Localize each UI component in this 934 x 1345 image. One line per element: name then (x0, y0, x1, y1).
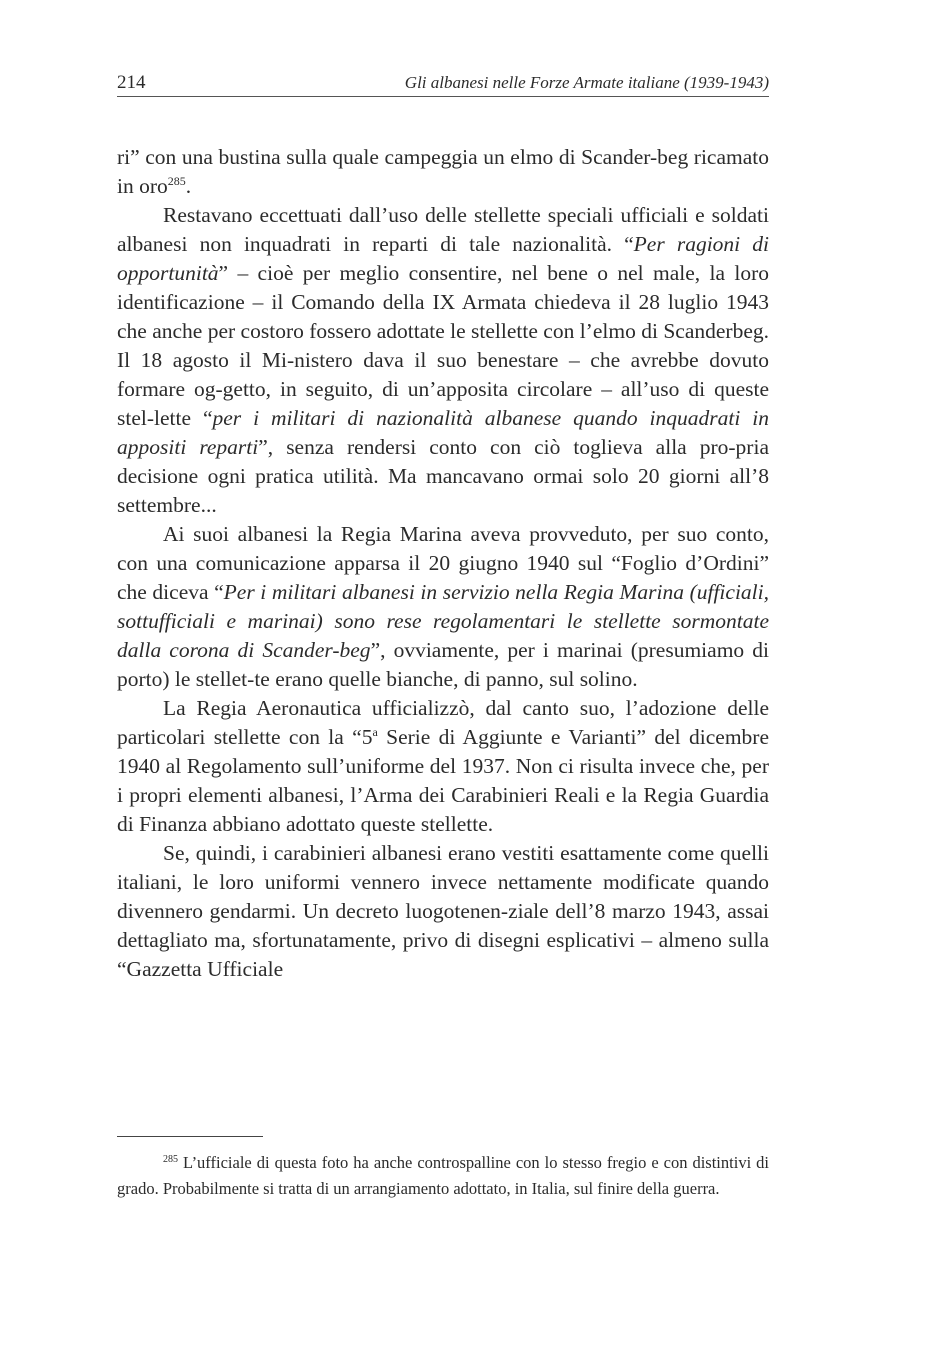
paragraph-4-text-a: La Regia Aeronautica ufficializzò, dal canto suo, l’adozione delle particolari stellette con la “5 (117, 696, 769, 749)
footnote-reference: 285 (167, 174, 186, 188)
paragraph-5 (117, 839, 769, 984)
page-number: 214 (117, 72, 146, 93)
paragraph-4-text-b: Serie di Aggiunte e Varianti” del dicembre 1940 al Regolamento sull’uniforme del 1937. Non ci risulta invece che, per i propri elementi albanesi, l’Arma dei Carabinieri Reali e la Regia Guardia di Finanza abbiano adottato queste stellette. (117, 725, 769, 836)
paragraph-3-text-a: Ai suoi albanesi la Regia Marina aveva provveduto, per suo conto, con una comunicazione apparsa il 20 giugno 1940 sul “Foglio d’Ordini” che diceva “ (117, 522, 769, 604)
paragraph-2 (117, 201, 769, 520)
paragraph-4 (117, 694, 769, 839)
paragraph-1-tail: . (185, 174, 192, 198)
footnote-number: 285 (163, 1154, 178, 1165)
running-title: Gli albanesi nelle Forze Armate italiane (1939-1943) (404, 73, 769, 92)
body-text (117, 143, 769, 984)
paragraph-1-text: ri” con una bustina sulla quale campeggia un elmo di Scander-beg ricamato in oro (117, 145, 769, 198)
paragraph-2-text-a: Restavano eccettuati dall’uso delle stellette speciali ufficiali e soldati albanesi non inquadrati in reparti di tale nazionalità. “ (117, 203, 769, 256)
paragraph-1 (117, 143, 769, 201)
paragraph-3 (117, 520, 769, 694)
paragraph-5-text: Se, quindi, i carabinieri albanesi erano vestiti esattamente come quelli italiani, le loro uniformi vennero invece nettamente modificate quando divennero gendarmi. Un decreto luogotenen-ziale dell’8 marzo 1943, assai dettagliato ma, sfortunatamente, privo di disegni esplicativi – almeno sulla “Gazzetta Ufficiale (117, 841, 769, 981)
paragraph-2-text-e: ”, senza rendersi conto con ciò toglieva alla pro-pria decisione ogni pratica utilità. Ma mancavano ormai solo 20 giorni all’8 settembre... (117, 435, 769, 517)
ordinal-superscript: a (372, 725, 378, 739)
running-head (117, 72, 769, 97)
footnote-divider (117, 1136, 263, 1137)
paragraph-2-quote-1: Per ragioni di opportunità (117, 232, 769, 285)
paragraph-3-text-c: ”, ovviamente, per i marinai (presumiamo di porto) le stellet-te erano quelle bianche, di panno, sul solino. (117, 638, 769, 691)
paragraph-2-quote-2: per i militari di nazionalità albanese quando inquadrati in appositi reparti (117, 406, 769, 459)
paragraph-2-text-c: ” – cioè per meglio consentire, nel bene o nel male, la loro identificazione – il Comando della IX Armata chiedeva il 28 luglio 1943 che anche per costoro fossero adottate le stellette con l’elmo di Scanderbeg. Il 18 agosto il Mi-nistero dava il suo benestare – che avrebbe dovuto formare og-getto, in seguito, di un’apposita circolare – all’uso di queste stel-lette “ (117, 261, 769, 430)
footnote-text: L’ufficiale di questa foto ha anche controspalline con lo stesso fregio e con distintivi di grado. Probabilmente si tratta di un arrangiamento adottato, in Italia, sul finire della guerra. (117, 1153, 769, 1198)
paragraph-3-quote: Per i militari albanesi in servizio nella Regia Marina (ufficiali, sottufficiali e marinai) sono rese regolamentari le stellette sormontate dalla corona di Scander-beg (117, 580, 769, 662)
footnote (117, 1150, 769, 1202)
